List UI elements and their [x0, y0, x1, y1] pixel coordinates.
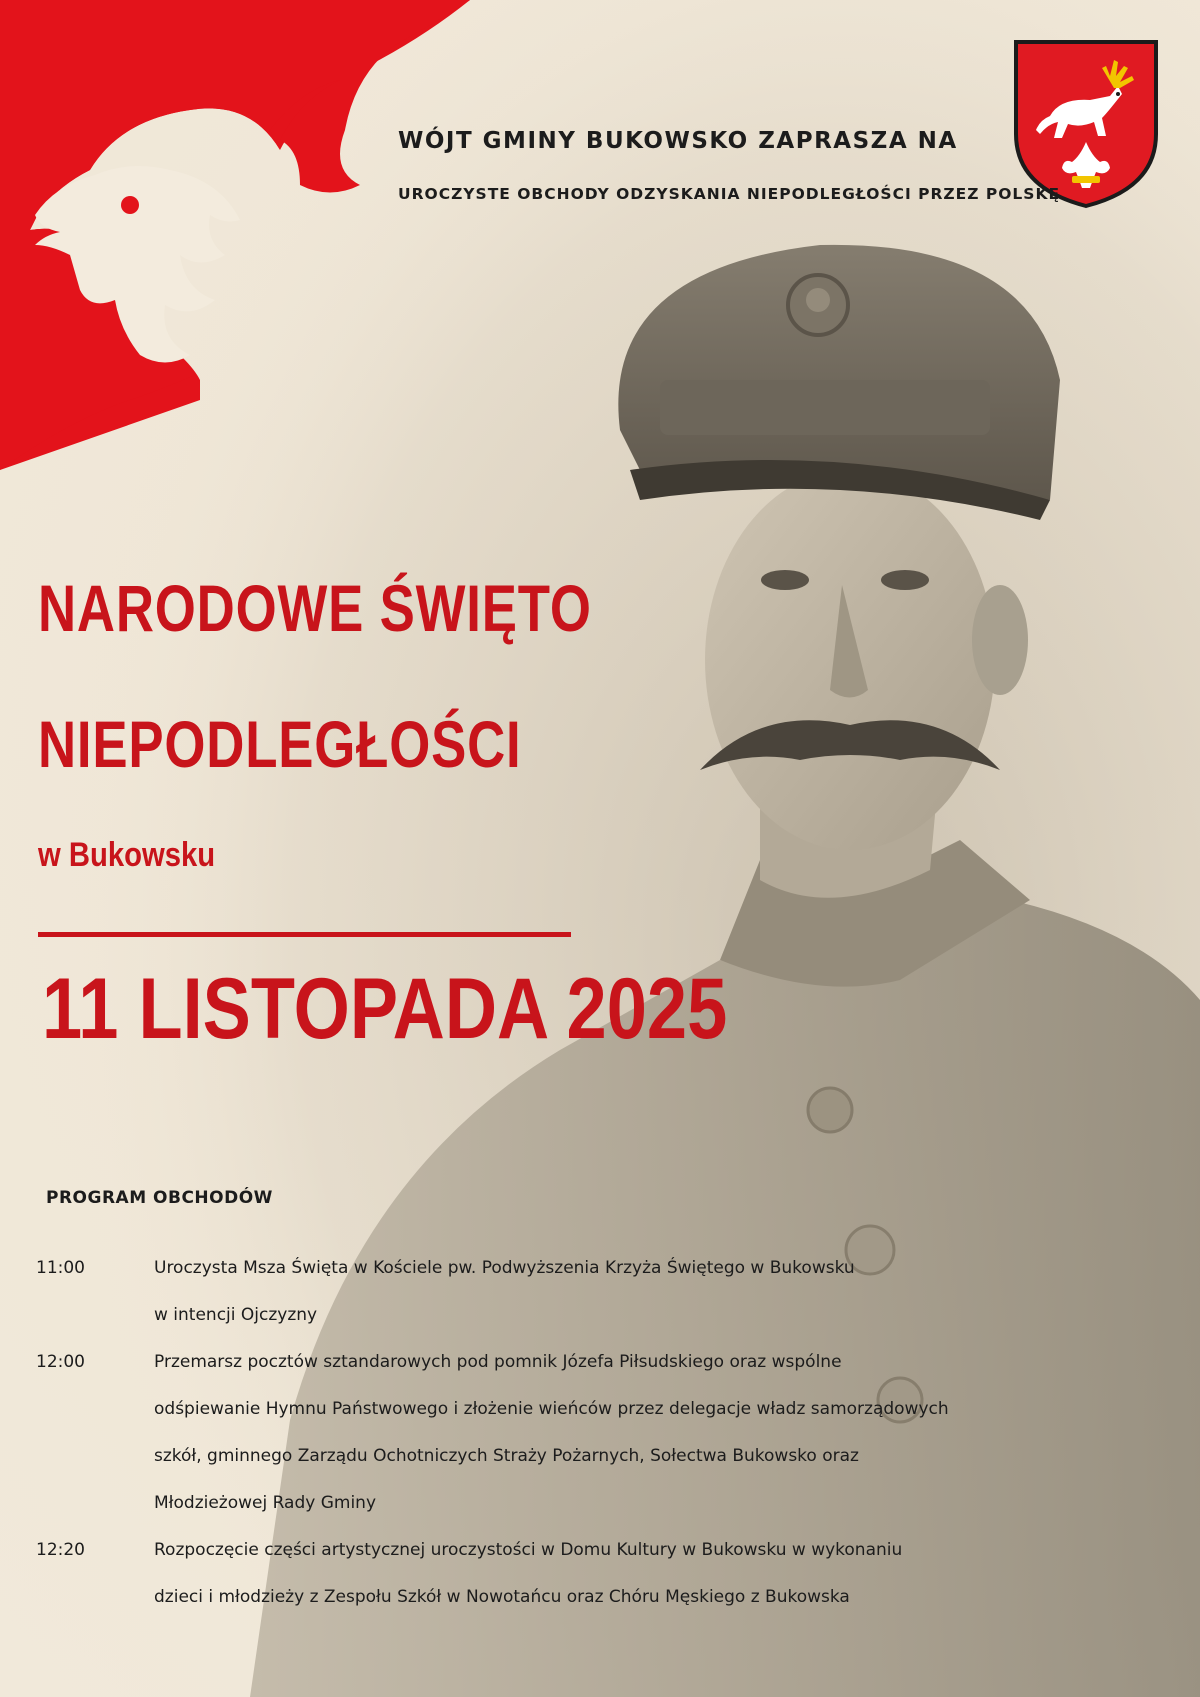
program-heading: PROGRAM OBCHODÓW: [46, 1188, 273, 1208]
schedule-time: 12:20: [36, 1540, 85, 1560]
schedule-time: 11:00: [36, 1258, 85, 1278]
invite-subtitle: UROCZYSTE OBCHODY ODZYSKANIA NIEPODLEGŁOŚCI PRZEZ POLSKĘ: [398, 185, 1061, 203]
divider-rule: [38, 932, 571, 937]
schedule-line: w intencji Ojczyzny: [154, 1305, 318, 1325]
schedule-line: Młodzieżowej Rady Gminy: [154, 1493, 377, 1513]
schedule-item: [36, 1527, 1156, 1621]
headline-line-1: NARODOWE ŚWIĘTO: [38, 571, 592, 645]
schedule-item: [36, 1245, 1156, 1339]
schedule-line: szkół, gminnego Zarządu Ochotniczych Straży Pożarnych, Sołectwa Bukowsko oraz: [154, 1446, 859, 1466]
schedule-description: [154, 1527, 1156, 1621]
program-schedule: [36, 1245, 1156, 1621]
headline-place: w Bukowsku: [38, 836, 216, 874]
schedule-line: Przemarsz pocztów sztandarowych pod pomnik Józefa Piłsudskiego oraz wspólne: [154, 1352, 842, 1372]
schedule-line: Uroczysta Msza Święta w Kościele pw. Podwyższenia Krzyża Świętego w Bukowsku: [154, 1258, 855, 1278]
white-eagle-on-red-icon: [0, 0, 480, 470]
schedule-line: dzieci i młodzieży z Zespołu Szkół w Nowotańcu oraz Chóru Męskiego z Bukowska: [154, 1587, 850, 1607]
schedule-description: [154, 1339, 1156, 1527]
schedule-time: 12:00: [36, 1352, 85, 1372]
invite-title: WÓJT GMINY BUKOWSKO ZAPRASZA NA: [398, 128, 958, 154]
headline-line-2: NIEPODLEGŁOŚCI: [38, 707, 522, 781]
event-date: 11 LISTOPADA 2025: [42, 961, 728, 1057]
schedule-item: [36, 1339, 1156, 1527]
schedule-line: odśpiewanie Hymnu Państwowego i złożenie wieńców przez delegacje władz samorządowych: [154, 1399, 949, 1419]
schedule-line: Rozpoczęcie części artystycznej uroczystości w Domu Kultury w Bukowsku w wykonaniu: [154, 1540, 903, 1560]
schedule-description: [154, 1245, 1156, 1339]
